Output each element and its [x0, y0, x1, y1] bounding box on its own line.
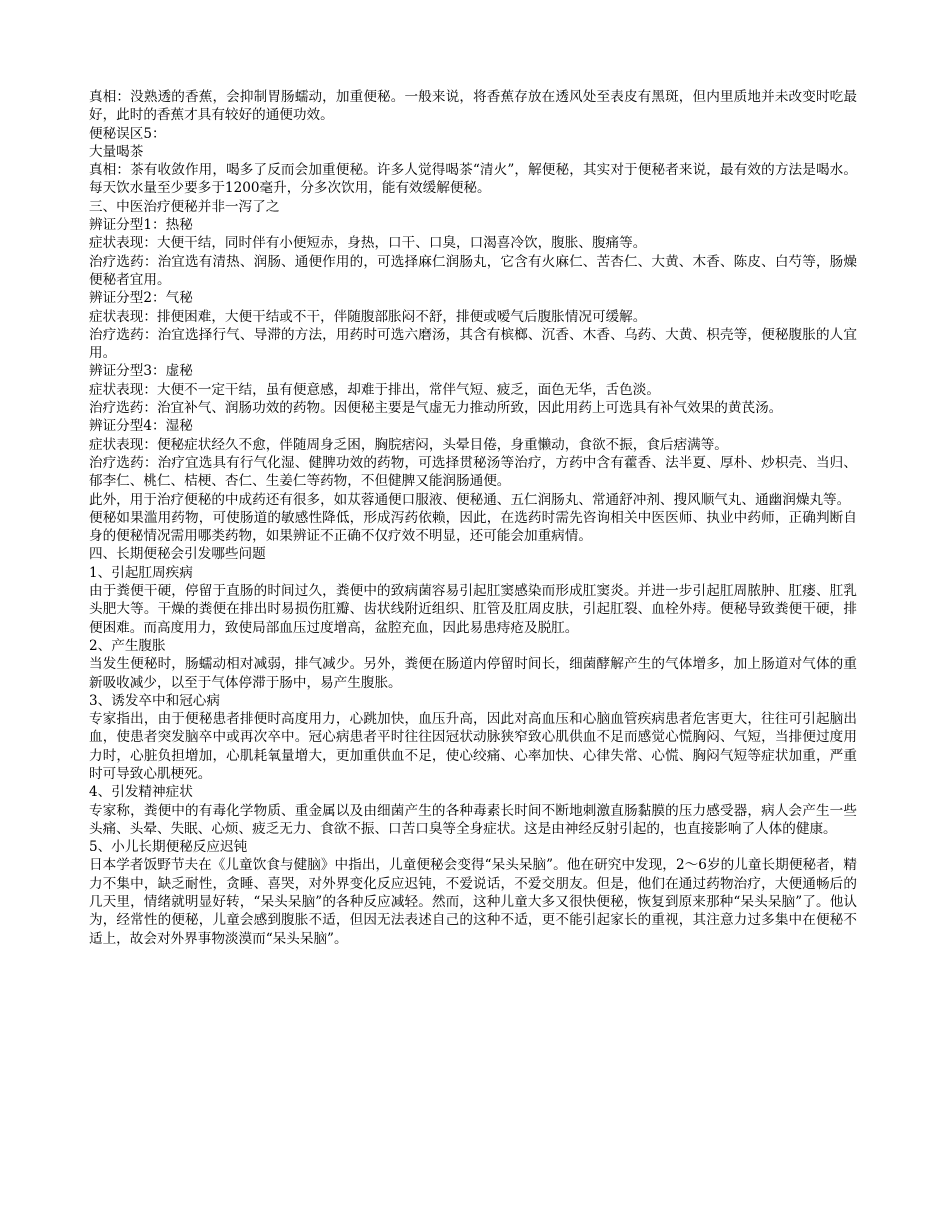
- section-heading: 1、引起肛周疾病: [89, 564, 193, 581]
- paragraph: 真相：茶有收敛作用，喝多了反而会加重便秘。许多人觉得喝茶“清火”，解便秘，其实对于便秘者来说，最有效的方法是喝水。每天饮水量至少要多于1200毫升，分多次饮用，能有效缓解便秘。: [89, 162, 857, 197]
- section-heading: 辨证分型3：虚秘: [89, 363, 193, 380]
- section-heading: 便秘误区5：: [89, 125, 166, 142]
- paragraph: 症状表现：排便困难，大便干结或不干，伴随腹部胀闷不舒，排便或嗳气后腹胀情况可缓解。: [89, 308, 647, 325]
- paragraph: 真相：没熟透的香蕉，会抑制胃肠蠕动，加重便秘。一般来说，将香蕉存放在透风处至表皮有黑斑，但内里质地并未改变时吃最好，此时的香蕉才具有较好的通便功效。: [89, 89, 857, 124]
- section-heading: 辨证分型2：气秘: [89, 290, 193, 307]
- document-body: [89, 88, 857, 948]
- section-heading: 3、诱发卒中和冠心病: [89, 692, 220, 709]
- section-heading: 2、产生腹胀: [89, 637, 166, 654]
- paragraph: 此外，用于治疗便秘的中成药还有很多，如苁蓉通便口服液、便秘通、五仁润肠丸、常通舒冲剂、搜风顺气丸、通幽润燥丸等。: [89, 491, 851, 508]
- section-heading: 四、长期便秘会引发哪些问题: [89, 546, 266, 563]
- paragraph: 症状表现：便秘症状经久不愈，伴随周身乏困，胸脘痞闷，头晕目倦，身重懒动，食欲不振，食后痞满等。: [89, 436, 728, 453]
- paragraph: 日本学者饭野节夫在《儿童饮食与健脑》中指出，儿童便秘会变得“呆头呆脑”。他在研究中发现，2～6岁的儿童长期便秘者，精力不集中，缺乏耐性，贪睡、喜哭，对外界变化反应迟钝，不爱说话，不爱交朋友。但是，他们在通过药物治疗，大便通畅后的几天里，情绪就明显好转，“呆头呆脑”的各种反应减轻。然而，这种儿童大多又很快便秘，恢复到原来那种“呆头呆脑”了。他认为，经常性的便秘，儿童会感到腹胀不适，但因无法表述自己的这种不适，更不能引起家长的重视，其注意力过多集中在便秘不适上，故会对外界事物淡漠而“呆头呆脑”。: [89, 857, 857, 947]
- paragraph: 由于粪便干硬，停留于直肠的时间过久，粪便中的致病菌容易引起肛窦感染而形成肛窦炎。并进一步引起肛周脓肿、肛瘘、肛乳头肥大等。干燥的粪便在排出时易损伤肛瓣、齿状线附近组织、肛管及肛周皮肤，引起肛裂、血栓外痔。便秘导致粪便干硬，排便困难。而高度用力，致使局部血压过度增高，盆腔充血，因此易患痔疮及脱肛。: [89, 583, 857, 636]
- paragraph: 治疗选药：治宜选择行气、导滞的方法，用药时可选六磨汤，其含有槟榔、沉香、木香、乌药、大黄、枳壳等，便秘腹胀的人宜用。: [89, 326, 857, 362]
- paragraph: 专家称，粪便中的有毒化学物质、重金属以及由细菌产生的各种毒素长时间不断地刺激直肠黏膜的压力感受器，病人会产生一些头痛、头晕、失眠、心烦、疲乏无力、食欲不振、口苦口臭等全身症状。这是由神经反射引起的，也直接影响了人体的健康。: [89, 802, 857, 837]
- paragraph: 症状表现：大便不一定干结，虽有便意感，却难于排出，常伴气短、疲乏，面色无华，舌色淡。: [89, 381, 660, 398]
- section-heading: 辨证分型4：湿秘: [89, 418, 193, 435]
- paragraph: 治疗选药：治疗宜选具有行气化湿、健脾功效的药物，可选择贯秘汤等治疗，方药中含有藿香、法半夏、厚朴、炒枳壳、当归、郁李仁、桃仁、桔梗、杏仁、生姜仁等药物，不但健脾又能润肠通便。: [89, 454, 857, 490]
- paragraph: 当发生便秘时，肠蠕动相对减弱，排气减少。另外，粪便在肠道内停留时间长，细菌酵解产生的气体增多，加上肠道对气体的重新吸收减少，以至于气体停滞于肠中，易产生腹胀。: [89, 656, 857, 691]
- section-heading: 三、中医治疗便秘并非一泻了之: [89, 198, 280, 215]
- paragraph: 便秘如果滥用药物，可使肠道的敏感性降低，形成泻药依赖，因此，在选药时需先咨询相关中医医师、执业中药师，正确判断自身的便秘情况需用哪类药物，如果辨证不正确不仅疗效不明显，还可能会加重病情。: [89, 509, 857, 545]
- paragraph: 治疗选药：治宜补气、润肠功效的药物。因便秘主要是气虚无力推动所致，因此用药上可选具有补气效果的黄芪汤。: [89, 400, 783, 417]
- paragraph: 治疗选药：治宜选有清热、润肠、通便作用的，可选择麻仁润肠丸，它含有火麻仁、苦杏仁、大黄、木香、陈皮、白芍等，肠燥便秘者宜用。: [89, 253, 857, 288]
- section-heading: 4、引发精神症状: [89, 784, 193, 801]
- section-heading: 5、小儿长期便秘反应迟钝: [89, 839, 248, 856]
- section-heading: 大量喝茶: [89, 143, 144, 160]
- paragraph: 专家指出，由于便秘患者排便时高度用力，心跳加快，血压升高，因此对高血压和心脑血管疾病患者危害更大，往往可引起脑出血，使患者突发脑卒中或再次卒中。冠心病患者平时往往因冠状动脉狭窄致心肌供血不足而感觉心慌胸闷、气短，当排便过度用力时，心脏负担增加，心肌耗氧量增大，更加重供血不足，使心绞痛、心率加快、心律失常、心慌、胸闷气短等症状加重，严重时可导致心肌梗死。: [89, 711, 857, 782]
- paragraph: 症状表现：大便干结，同时伴有小便短赤，身热，口干、口臭，口渴喜冷饮，腹胀、腹痛等。: [89, 235, 647, 252]
- section-heading: 辨证分型1：热秘: [89, 217, 193, 234]
